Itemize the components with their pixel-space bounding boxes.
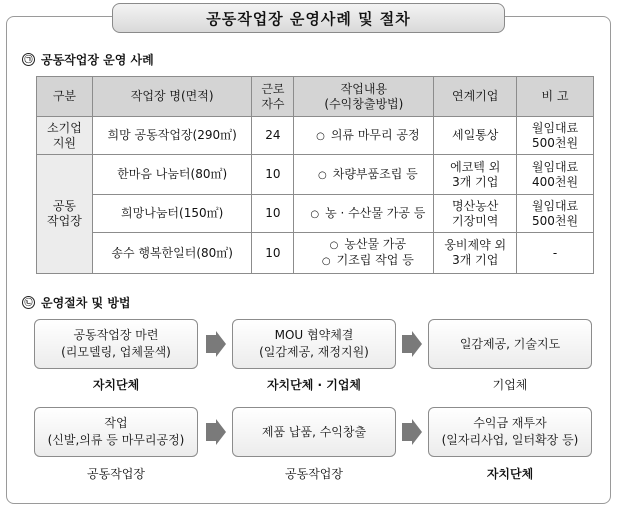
table-header-row	[37, 77, 594, 117]
cell-partner: 에코텍 외 3개 기업	[434, 155, 517, 195]
section-heading-cases-text: 공동작업장 운영 사례	[41, 53, 154, 67]
flow-step-5	[232, 407, 396, 457]
cell-partner: 웅비제약 외 3개 기업	[434, 233, 517, 274]
header-category: 구분	[37, 77, 93, 117]
page-title: 공동작업장 운영사례 및 절차	[112, 3, 505, 33]
flow-actor-3: 기업체	[492, 378, 528, 392]
flow-step-5-line-1: 제품 납품, 수익창출	[261, 424, 367, 439]
header-note: 비 고	[517, 77, 594, 117]
section-heading-procedure-text: 운영절차 및 방법	[41, 296, 131, 310]
category-small-business: 소기업 지원	[37, 117, 93, 155]
cell-note: 월임대료 500천원	[517, 117, 594, 155]
flow-step-6-line-1: 수익금 재투자	[473, 416, 547, 430]
flow-step-2-line-1: MOU 협약체결	[274, 328, 354, 342]
operations-table	[36, 76, 594, 274]
cell-content: ○ 농산물 가공 ○ 기조립 작업 등	[294, 233, 434, 274]
cell-name: 한마음 나눔터(80㎡)	[92, 155, 252, 195]
category-shared-workshop: 공동 작업장	[37, 155, 93, 274]
cell-name: 희망 공동작업장(290㎡)	[92, 117, 252, 155]
cell-note: 월임대료 400천원	[517, 155, 594, 195]
flow-step-1-line-2: (리모델링, 업체물색)	[61, 345, 171, 359]
header-name: 작업장 명(면적)	[92, 77, 252, 117]
table-row	[37, 117, 594, 155]
flow-actor-2: 자치단체 · 기업체	[266, 378, 362, 392]
flow-step-3	[428, 319, 592, 369]
cell-name: 희망나눔터(150㎡)	[92, 195, 252, 233]
flow-arrow-1-icon	[206, 331, 226, 357]
header-workers: 근로 자수	[252, 77, 294, 117]
cell-note: -	[517, 233, 594, 274]
cell-content: ○ 차량부품조립 등	[294, 155, 434, 195]
table-row	[37, 155, 594, 195]
flow-step-1-line-1: 공동작업장 마련	[73, 328, 159, 342]
section-heading-cases	[22, 51, 154, 68]
section-marker-2: ㉡	[22, 296, 35, 309]
flow-actor-4: 공동작업장	[87, 467, 145, 481]
cell-workers: 10	[252, 233, 294, 274]
flow-step-4-line-1: 작업	[104, 416, 128, 430]
flow-step-2	[232, 319, 396, 369]
section-heading-procedure	[22, 294, 131, 311]
flow-arrow-3-icon	[206, 419, 226, 445]
flow-step-3-line-1: 일감제공, 기술지도	[459, 336, 561, 351]
header-content: 작업내용 (수익창출방법)	[294, 77, 434, 117]
flow-actor-5: 공동작업장	[285, 467, 343, 481]
cell-partner: 명산농산 기장미역	[434, 195, 517, 233]
cell-name: 송수 행복한일터(80㎡)	[92, 233, 252, 274]
table-row	[37, 195, 594, 233]
flow-step-4-line-2: (신발,의류 등 마무리공정)	[47, 433, 185, 447]
cell-note: 월임대료 500천원	[517, 195, 594, 233]
flow-step-1	[34, 319, 198, 369]
cell-workers: 10	[252, 195, 294, 233]
flow-arrow-4-icon	[402, 419, 422, 445]
header-partner: 연계기업	[434, 77, 517, 117]
flow-arrow-2-icon	[402, 331, 422, 357]
flow-actor-6: 자치단체	[486, 467, 534, 481]
cell-partner: 세일통상	[434, 117, 517, 155]
cell-workers: 24	[252, 117, 294, 155]
cell-content: ○ 농 · 수산물 가공 등	[294, 195, 434, 233]
flow-actor-1: 자치단체	[92, 378, 140, 392]
table-row	[37, 233, 594, 274]
flow-step-6-line-2: (일자리사업, 일터확장 등)	[441, 433, 579, 447]
cell-content: ○ 의류 마무리 공정	[294, 117, 434, 155]
flow-step-4	[34, 407, 198, 457]
flow-step-2-line-2: (일감제공, 재정지원)	[259, 345, 369, 359]
section-marker-1: ㉠	[22, 53, 35, 66]
flow-step-6	[428, 407, 592, 457]
cell-workers: 10	[252, 155, 294, 195]
